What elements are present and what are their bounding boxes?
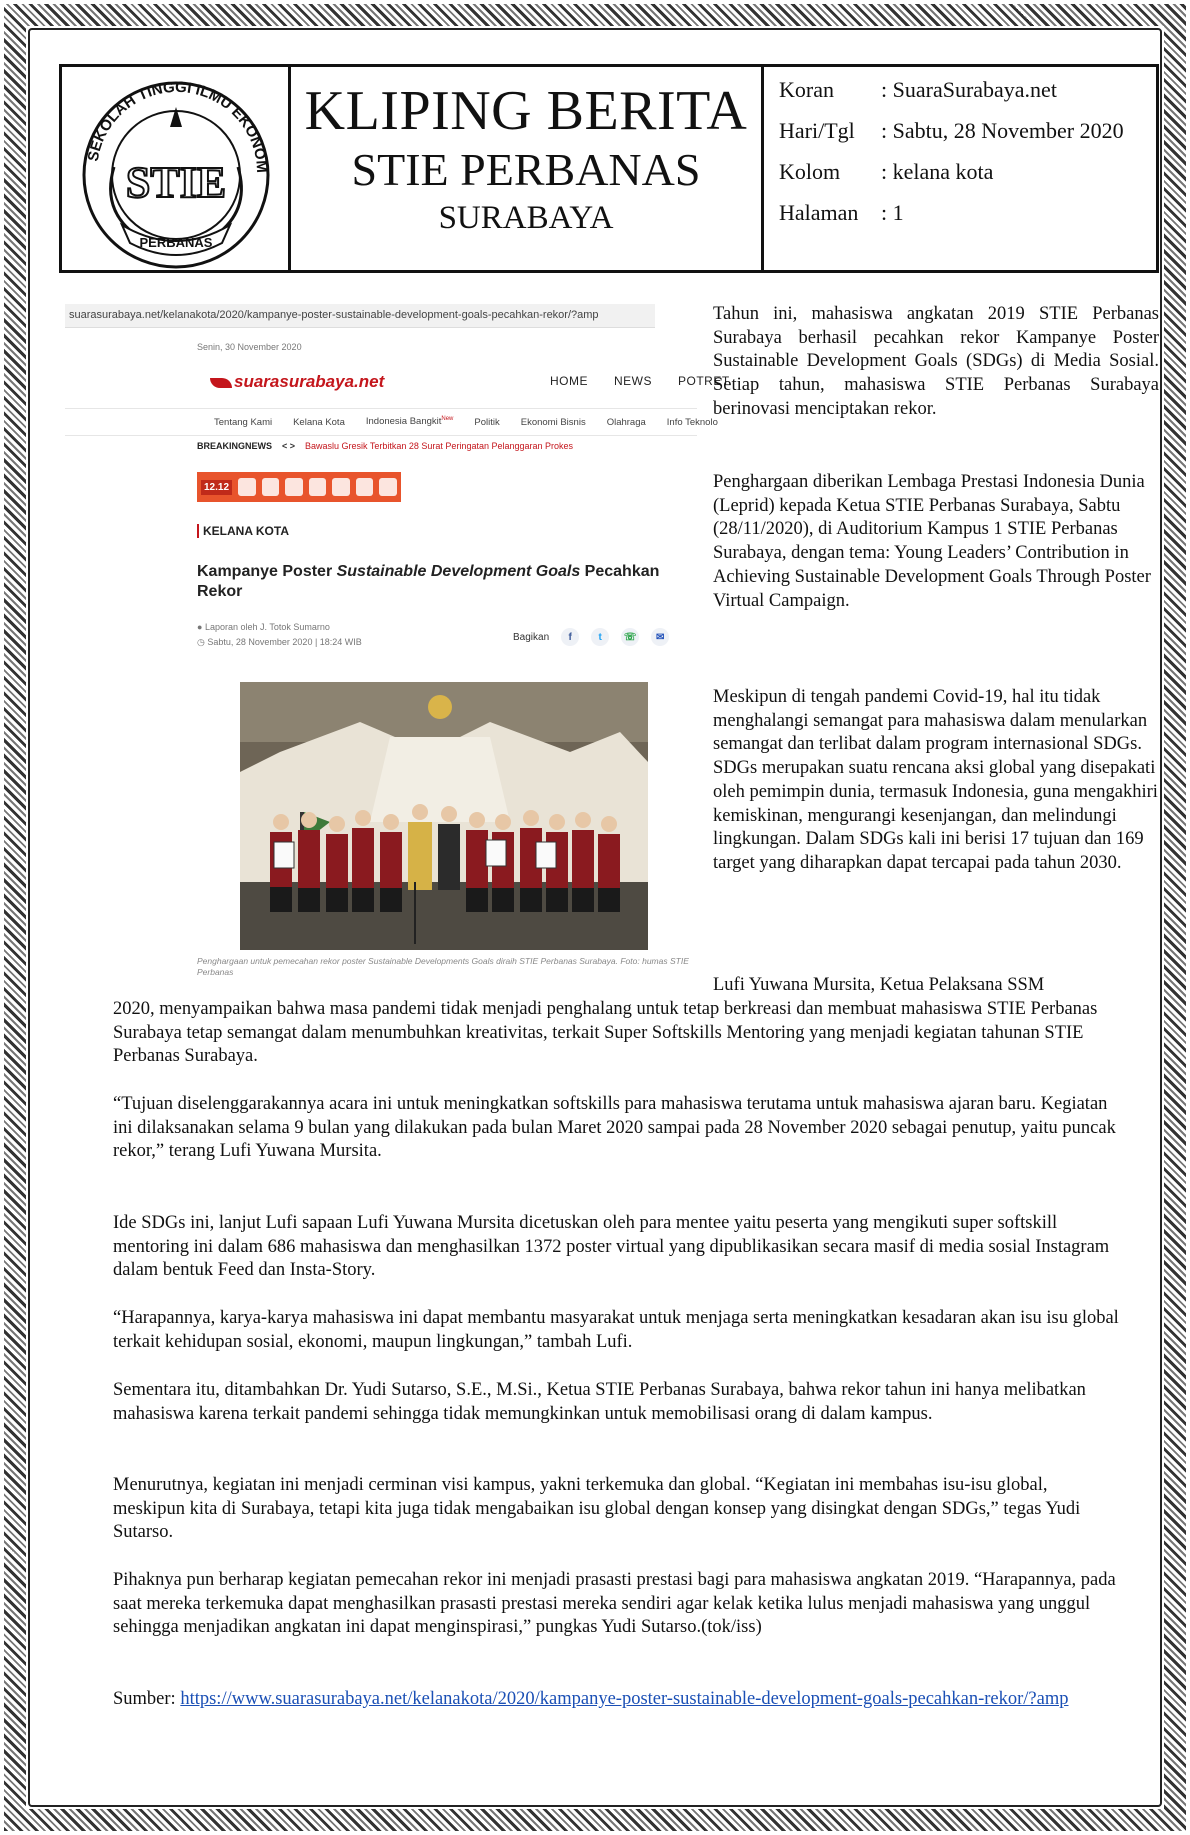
meta-value: : SuaraSurabaya.net [881, 77, 1057, 102]
logo-ring-text: SEKOLAH TINGGI ILMU EKONOM [84, 78, 271, 174]
paragraph-2: Penghargaan diberikan Lembaga Prestasi Indonesia Dunia (Leprid) kepada Ketua STIE Perbanas Surabaya, Sabtu (28/11/2020), di Auditorium Kampus 1 STIE Perbanas Surabaya, dengan tema: Young Leaders’ Contribution in Achieving Sustainable Development Goals Through Poster Virtual Campaign. [713, 472, 1151, 611]
subnav-politik[interactable]: Politik [474, 416, 500, 428]
stie-perbanas-logo [62, 67, 291, 270]
share-label: Bagikan [513, 631, 550, 643]
breaking-headline[interactable]: Bawaslu Gresik Terbitkan 28 Surat Peringatan Pelanggaran Prokes [305, 441, 574, 451]
article-title-pre: Kampanye Poster [197, 563, 337, 580]
subnav-tentang-kami[interactable]: Tentang Kami [214, 416, 273, 428]
paragraph-5: “Tujuan diselenggarakannya acara ini untuk meningkatkan softskills para mahasiswa terutama untuk mahasiswa ajaran baru. Kegiatan ini dilaksanakan selama 9 bulan yang dilakukan pada bulan Maret 2020 sampai pada 28 November 2020 sebagai penutup, yaitu puncak rekor,” terang Lufi Yuwana Mursita. [113, 1094, 1116, 1162]
meta-row [779, 77, 1159, 118]
share-bar [513, 628, 669, 646]
ad-product-icon [262, 478, 280, 496]
logo-banner-text: PERBANAS [139, 235, 213, 250]
source-link[interactable]: https://www.suarasurabaya.net/kelanakota/2020/kampanye-poster-sustainable-development-goals-pecahkan-rekor/?amp [180, 1689, 1069, 1709]
byline [197, 620, 362, 651]
section-tag[interactable]: KELANA KOTA [197, 524, 289, 538]
nav-home[interactable]: HOME [550, 374, 588, 388]
site-logo[interactable] [210, 372, 384, 392]
ad-product-icon [356, 478, 374, 496]
ad-badge: 12.12 [201, 480, 232, 495]
whatsapp-icon[interactable]: ☏ [621, 628, 639, 646]
clock-icon: ◷ [197, 637, 205, 648]
nav-news[interactable]: NEWS [614, 374, 652, 388]
paragraph-7: “Harapannya, karya-karya mahasiswa ini dapat membantu masyarakat untuk menjaga serta meningkatkan kesadaran akan isu isu global terkait kehidupan sosial, ekonomi, maupun lingkungan,” tambah Lufi. [113, 1308, 1119, 1352]
address-bar[interactable]: suarasurabaya.net/kelanakota/2020/kampanye-poster-sustainable-development-goals-pecahkan-rekor/?amp [65, 304, 655, 328]
meta-value: : kelana kota [881, 159, 994, 184]
meta-row [779, 200, 1159, 241]
article-title [197, 562, 697, 602]
meta-value: : 1 [881, 200, 904, 225]
paragraph-9: Menurutnya, kegiatan ini menjadi cerminan visi kampus, yakni terkemuka dan global. “Kegiatan ini membahas isu-isu global, meskipun kita di Surabaya, tetapi kita juga tidak mengabaikan isu global dengan konsep yang disingkat dengan SDGs,” tegas Yudi Sutarso. [113, 1475, 1081, 1543]
meta-row [779, 118, 1159, 159]
source-label: Sumber: [113, 1689, 181, 1709]
ad-product-icon [309, 478, 327, 496]
meta-label: Kolom [779, 159, 841, 184]
logo-wing-icon [210, 378, 232, 388]
meta-label: Koran [779, 77, 834, 102]
paragraph-4-start: Lufi Yuwana Mursita, Ketua Pelaksana SSM [713, 975, 1045, 995]
site-date: Senin, 30 November 2020 [197, 342, 302, 352]
article-title-post: Pecahkan Rekor [197, 563, 660, 600]
paragraph-3: Meskipun di tengah pandemi Covid-19, hal itu tidak menghalangi semangat para mahasiswa dalam menularkan semangat dan terlibat dalam program internasional SDGs. SDGs merupakan suatu rencana aksi global yang disepakati oleh pemimpin dunia, termasuk Indonesia, guna mengakhiri kemiskinan, mengurangi kesenjangan, dan melindungi lingkungan. Dalam SDGs kali ini berisi 17 tujuan dan 169 target yang diharapkan dapat tercapai pada tahun 2030. [713, 687, 1158, 873]
sub-nav [65, 408, 718, 436]
email-icon[interactable]: ✉ [651, 628, 669, 646]
subnav-kelana-kota[interactable]: Kelana Kota [293, 416, 345, 428]
ad-banner[interactable] [197, 472, 401, 502]
facebook-icon[interactable]: f [561, 628, 579, 646]
meta-box [767, 67, 1159, 270]
article-photo [240, 682, 648, 950]
ad-product-icon [238, 478, 256, 496]
subnav-ekonomi-bisnis[interactable]: Ekonomi Bisnis [520, 416, 586, 428]
subnav-indonesia-bangkit[interactable] [366, 416, 454, 427]
breaking-news-bar [197, 441, 573, 451]
ad-product-icon [332, 478, 350, 496]
award-ceremony-photo [240, 682, 648, 950]
meta-label: Halaman [779, 200, 859, 225]
paragraph-1: Tahun ini, mahasiswa angkatan 2019 STIE Perbanas Surabaya berhasil pecahkan rekor Kampanye Poster Sustainable Development Goals (SDGs) di Media Sosial. Setiap tahun, mahasiswa STIE Perbanas Surabaya berinovasi menciptakan rekor. [713, 304, 1159, 419]
title-line-3: SURABAYA [438, 200, 614, 236]
subnav-info-teknologi[interactable]: Info Teknolo [666, 416, 718, 428]
top-nav [550, 374, 730, 388]
meta-value: : Sabtu, 28 November 2020 [881, 118, 1124, 143]
title-line-1: KLIPING BERITA [304, 80, 748, 142]
subnav-olahraga[interactable]: Olahraga [606, 416, 646, 428]
photo-caption: Penghargaan untuk pemecahan rekor poster Sustainable Developments Goals diraih STIE Perbanas Surabaya. Foto: humas STIE Perbanas [197, 956, 689, 978]
title-line-2: STIE PERBANAS [351, 144, 701, 195]
new-badge: New [441, 416, 454, 423]
site-logo-text: suarasurabaya.net [234, 372, 385, 391]
clipping-header [59, 64, 1159, 273]
author-line [197, 620, 362, 635]
title-box [291, 67, 764, 270]
twitter-icon[interactable]: t [591, 628, 609, 646]
author: Laporan oleh J. Totok Sumarno [204, 622, 330, 632]
ad-product-icon [285, 478, 303, 496]
nav-potret[interactable]: POTRET [678, 374, 730, 388]
meta-row [779, 159, 1159, 200]
meta-label: Hari/Tgl [779, 118, 855, 143]
article-title-italic: Sustainable Development Goals [336, 563, 581, 580]
breaking-label: BREAKINGNEWS [197, 441, 273, 451]
breaking-arrows[interactable]: < > [282, 441, 296, 451]
paragraph-8: Sementara itu, ditambahkan Dr. Yudi Sutarso, S.E., M.Si., Ketua STIE Perbanas Surabaya, bahwa rekor tahun ini hanya melibatkan mahasiswa karena terkait pandemi sehingga tidak memungkinkan untuk memobilisasi orang di dalam kampus. [113, 1380, 1086, 1424]
logo-monogram: STIE [125, 158, 227, 207]
logo-box [62, 67, 291, 270]
published-line [197, 635, 362, 650]
user-icon: ● [197, 622, 203, 632]
paragraph-4-rest: 2020, menyampaikan bahwa masa pandemi tidak menjadi penghalang untuk tetap berkreasi dan membuat mahasiswa STIE Perbanas Surabaya tetap semangat dalam menumbuhkan kreativitas, terkait Super Softskills Mentoring yang menjadi kegiatan tahunan STIE Perbanas Surabaya. [113, 999, 1098, 1067]
subnav-indonesia-bangkit-label: Indonesia Bangkit [365, 416, 442, 428]
ad-product-icon [379, 478, 397, 496]
website-screenshot [65, 304, 730, 984]
paragraph-6: Ide SDGs ini, lanjut Lufi sapaan Lufi Yuwana Mursita dicetuskan oleh para mentee yaitu peserta yang mengikuti super softskill mentoring ini dalam 686 mahasiswa dan menghasilkan 1372 poster virtual yang dipublikasikan secara masif di media sosial Instagram dalam bentuk Feed dan Insta-Story. [113, 1213, 1110, 1281]
source-line [113, 1688, 1123, 1712]
paragraph-10: Pihaknya pun berharap kegiatan pemecahan rekor ini menjadi prasasti prestasi bagi para mahasiswa angkatan 2019. “Harapannya, pada saat mereka terkemuka dapat menghasilkan prasasti prestasi mereka sendiri agar kelak ketika lulus menjadi mahasiswa yang unggul sehingga menjadikan angkatan ini dapat menginspirasi,” pungkas Yudi Sutarso.(tok/iss) [113, 1570, 1116, 1638]
published-time: Sabtu, 28 November 2020 | 18:24 WIB [207, 637, 362, 648]
